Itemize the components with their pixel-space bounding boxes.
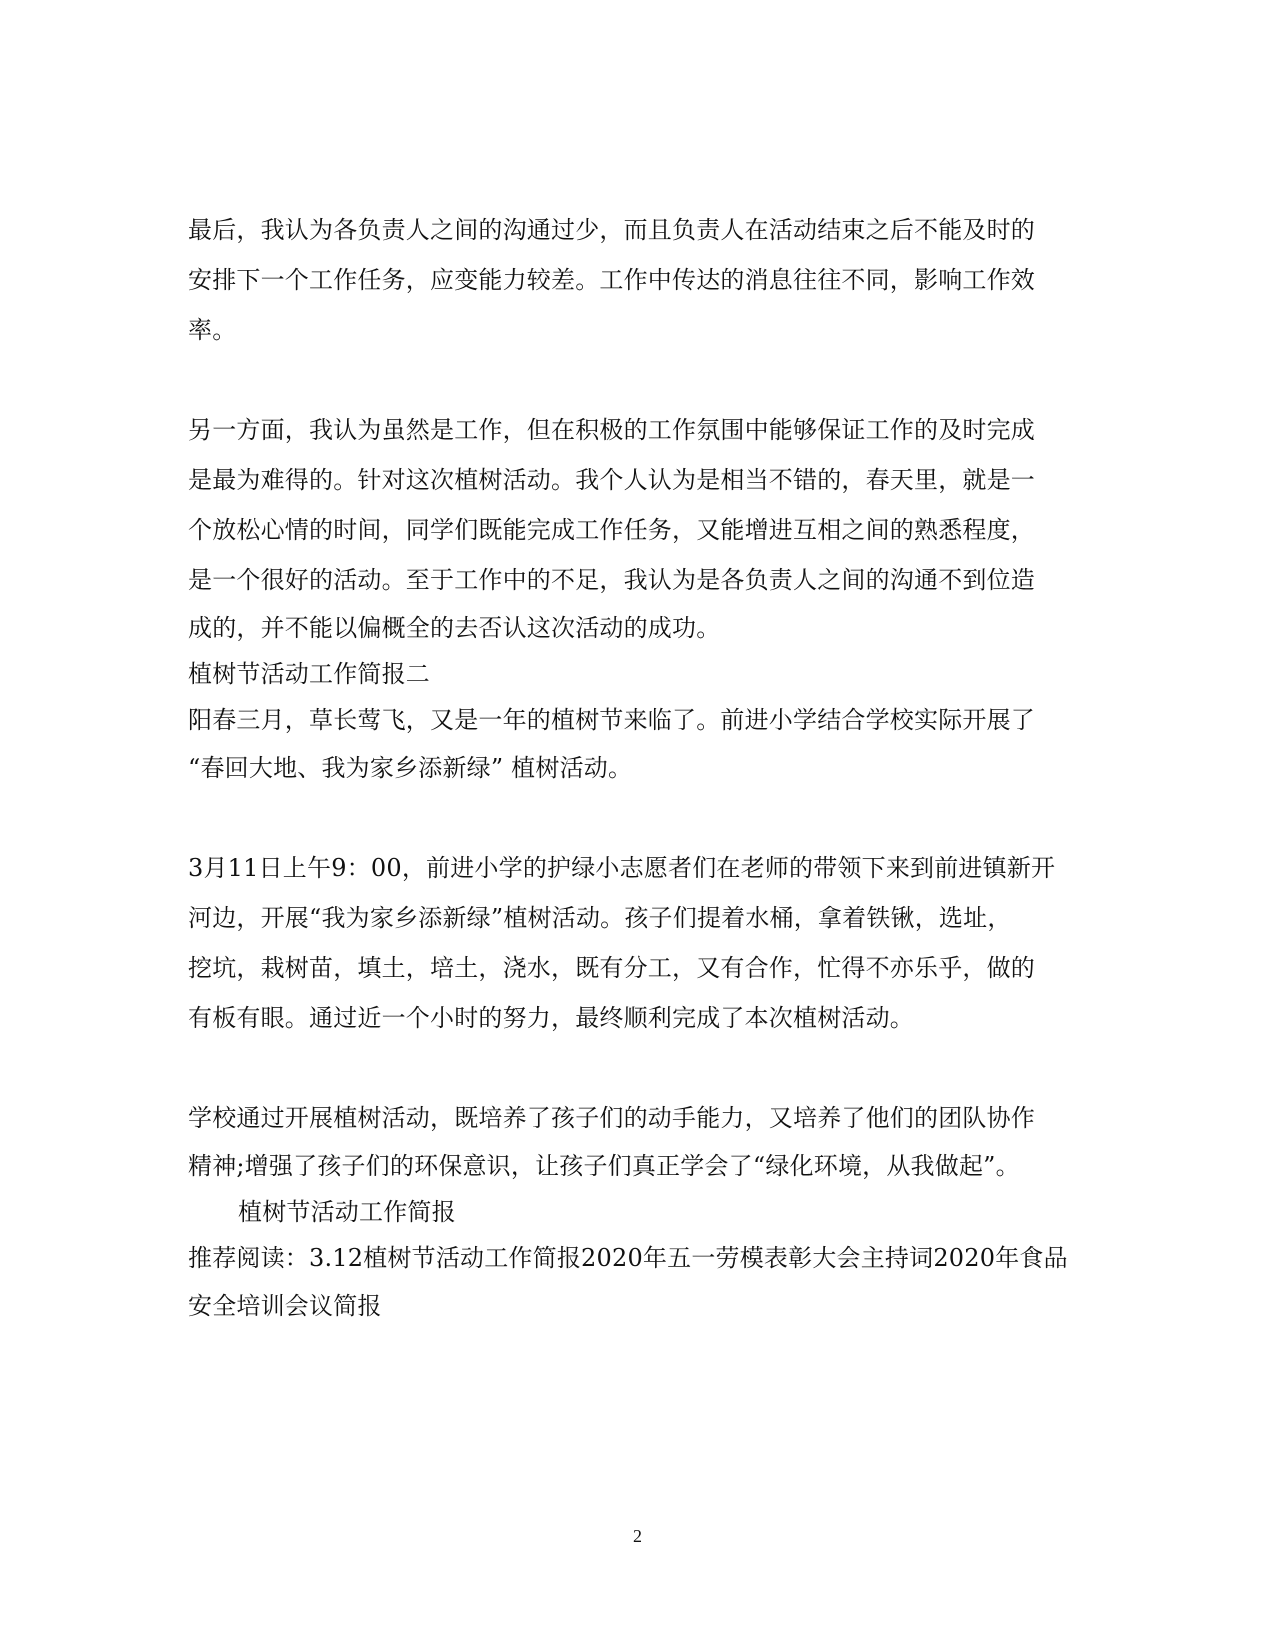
text-line: 另一方面，我认为虽然是工作，但在积极的工作氛围中能够保证工作的及时完成 bbox=[188, 416, 1035, 444]
footer-title: 植树节活动工作简报 bbox=[238, 1198, 456, 1226]
text-line: 最后，我认为各负责人之间的沟通过少，而且负责人在活动结束之后不能及时的 bbox=[188, 216, 1035, 244]
paragraph-spacer bbox=[188, 1043, 1068, 1093]
text-line: 安排下一个工作任务，应变能力较差。工作中传达的消息往往不同，影响工作效 bbox=[188, 266, 1035, 294]
page-number: 2 bbox=[633, 1526, 642, 1546]
section-heading-2: 植树节活动工作简报二 bbox=[188, 660, 430, 688]
text-line: 阳春三月，草长莺飞，又是一年的植树节来临了。前进小学结合学校实际开展了 bbox=[188, 706, 1035, 734]
paragraph-activity-evaluation bbox=[188, 405, 1068, 651]
paragraph-planting-event bbox=[188, 843, 1068, 1043]
text-line: 学校通过开展植树活动，既培养了孩子们的动手能力，又培养了他们的团队协作 bbox=[188, 1104, 1035, 1132]
text-line: 河边，开展“我为家乡添新绿”植树活动。孩子们提着水桶，拿着铁锹，选址， bbox=[188, 904, 1012, 932]
paragraph-communication-issues bbox=[188, 205, 1068, 355]
text-line: 个放松心情的时间，同学们既能完成工作任务，又能增进互相之间的熟悉程度， bbox=[188, 516, 1035, 544]
text-line: 推荐阅读：3.12植树节活动工作简报2020年五一劳模表彰大会主持词2020年食品 bbox=[188, 1244, 1068, 1272]
paragraph-spring-intro bbox=[188, 697, 1068, 793]
text-line: 安全培训会议简报 bbox=[188, 1292, 382, 1320]
text-line: 精神;增强了孩子们的环保意识，让孩子们真正学会了“绿化环境，从我做起”。 bbox=[188, 1152, 1020, 1180]
paragraph-school-outcome bbox=[188, 1093, 1068, 1189]
text-line: 率。 bbox=[188, 316, 237, 344]
paragraph-spacer bbox=[188, 793, 1068, 843]
recommended-reading bbox=[188, 1235, 1068, 1331]
document-body bbox=[188, 205, 1068, 1331]
text-line: “春回大地、我为家乡添新绿” 植树活动。 bbox=[188, 754, 633, 782]
text-line: 成的，并不能以偏概全的去否认这次活动的成功。 bbox=[188, 614, 721, 642]
text-line: 3月11日上午9：00，前进小学的护绿小志愿者们在老师的带领下来到前进镇新开 bbox=[188, 854, 1056, 882]
text-line: 是最为难得的。针对这次植树活动。我个人认为是相当不错的，春天里，就是一 bbox=[188, 466, 1035, 494]
text-line: 挖坑，栽树苗，填土，培土，浇水，既有分工，又有合作，忙得不亦乐乎，做的 bbox=[188, 954, 1035, 982]
text-line: 是一个很好的活动。至于工作中的不足，我认为是各负责人之间的沟通不到位造 bbox=[188, 566, 1035, 594]
text-line: 有板有眼。通过近一个小时的努力，最终顺利完成了本次植树活动。 bbox=[188, 1004, 914, 1032]
paragraph-spacer bbox=[188, 355, 1068, 405]
